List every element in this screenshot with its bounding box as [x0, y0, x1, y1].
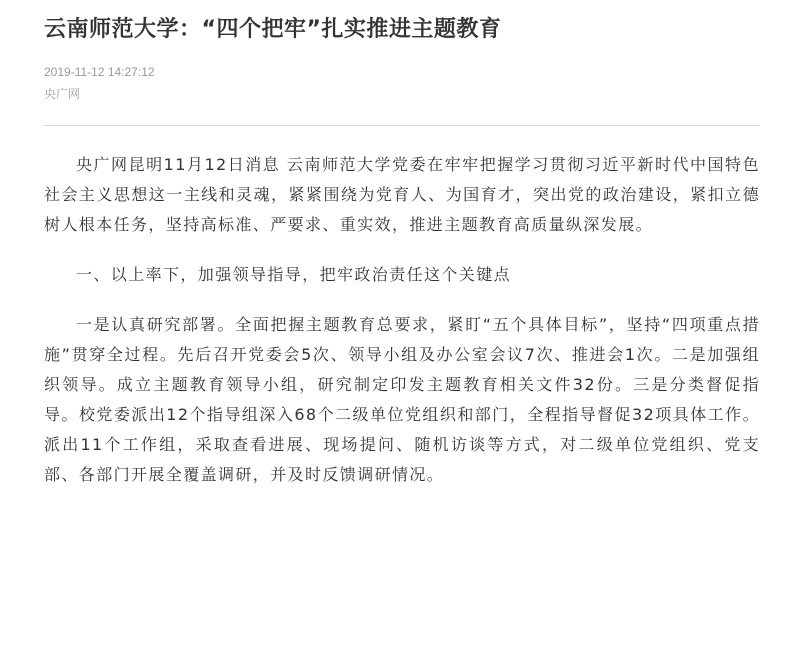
section-heading: 一、以上率下，加强领导指导，把牢政治责任这个关键点: [76, 265, 512, 284]
article-title: 云南师范大学：“四个把牢”扎实推进主题教育: [44, 17, 502, 42]
paragraph-intro: 央广网昆明11月12日消息 云南师范大学党委在牢牢把握学习贯彻习近平新时代中国特色社会主义思想这一主线和灵魂，紧紧围绕为党育人、为国育才，突出党的政治建设，紧扣立德树人根本任务，坚持高标准、严要求、重实效，推进主题教育高质量纵深发展。: [44, 155, 760, 234]
publish-datetime: 2019-11-12 14:27:12: [44, 65, 155, 79]
article: [44, 0, 760, 510]
article-source: 央广网: [44, 87, 81, 101]
article-body: [44, 150, 760, 490]
paragraph-section-one: 一是认真研究部署。全面把握主题教育总要求，紧盯“五个具体目标”，坚持“四项重点措施”贯穿全过程。先后召开党委会5次、领导小组及办公室会议7次、推进会1次。二是加强组织领导。成立主题教育领导小组，研究制定印发主题教育相关文件32份。三是分类督促指导。校党委派出12个指导组深入68个二级单位党组织和部门，全程指导督促32项具体工作。派出11个工作组，采取查看进展、现场提问、随机访谈等方式，对二级单位党组织、党支部、各部门开展全覆盖调研，并及时反馈调研情况。: [44, 315, 760, 484]
article-meta: [44, 61, 760, 105]
title-divider: [44, 125, 760, 126]
